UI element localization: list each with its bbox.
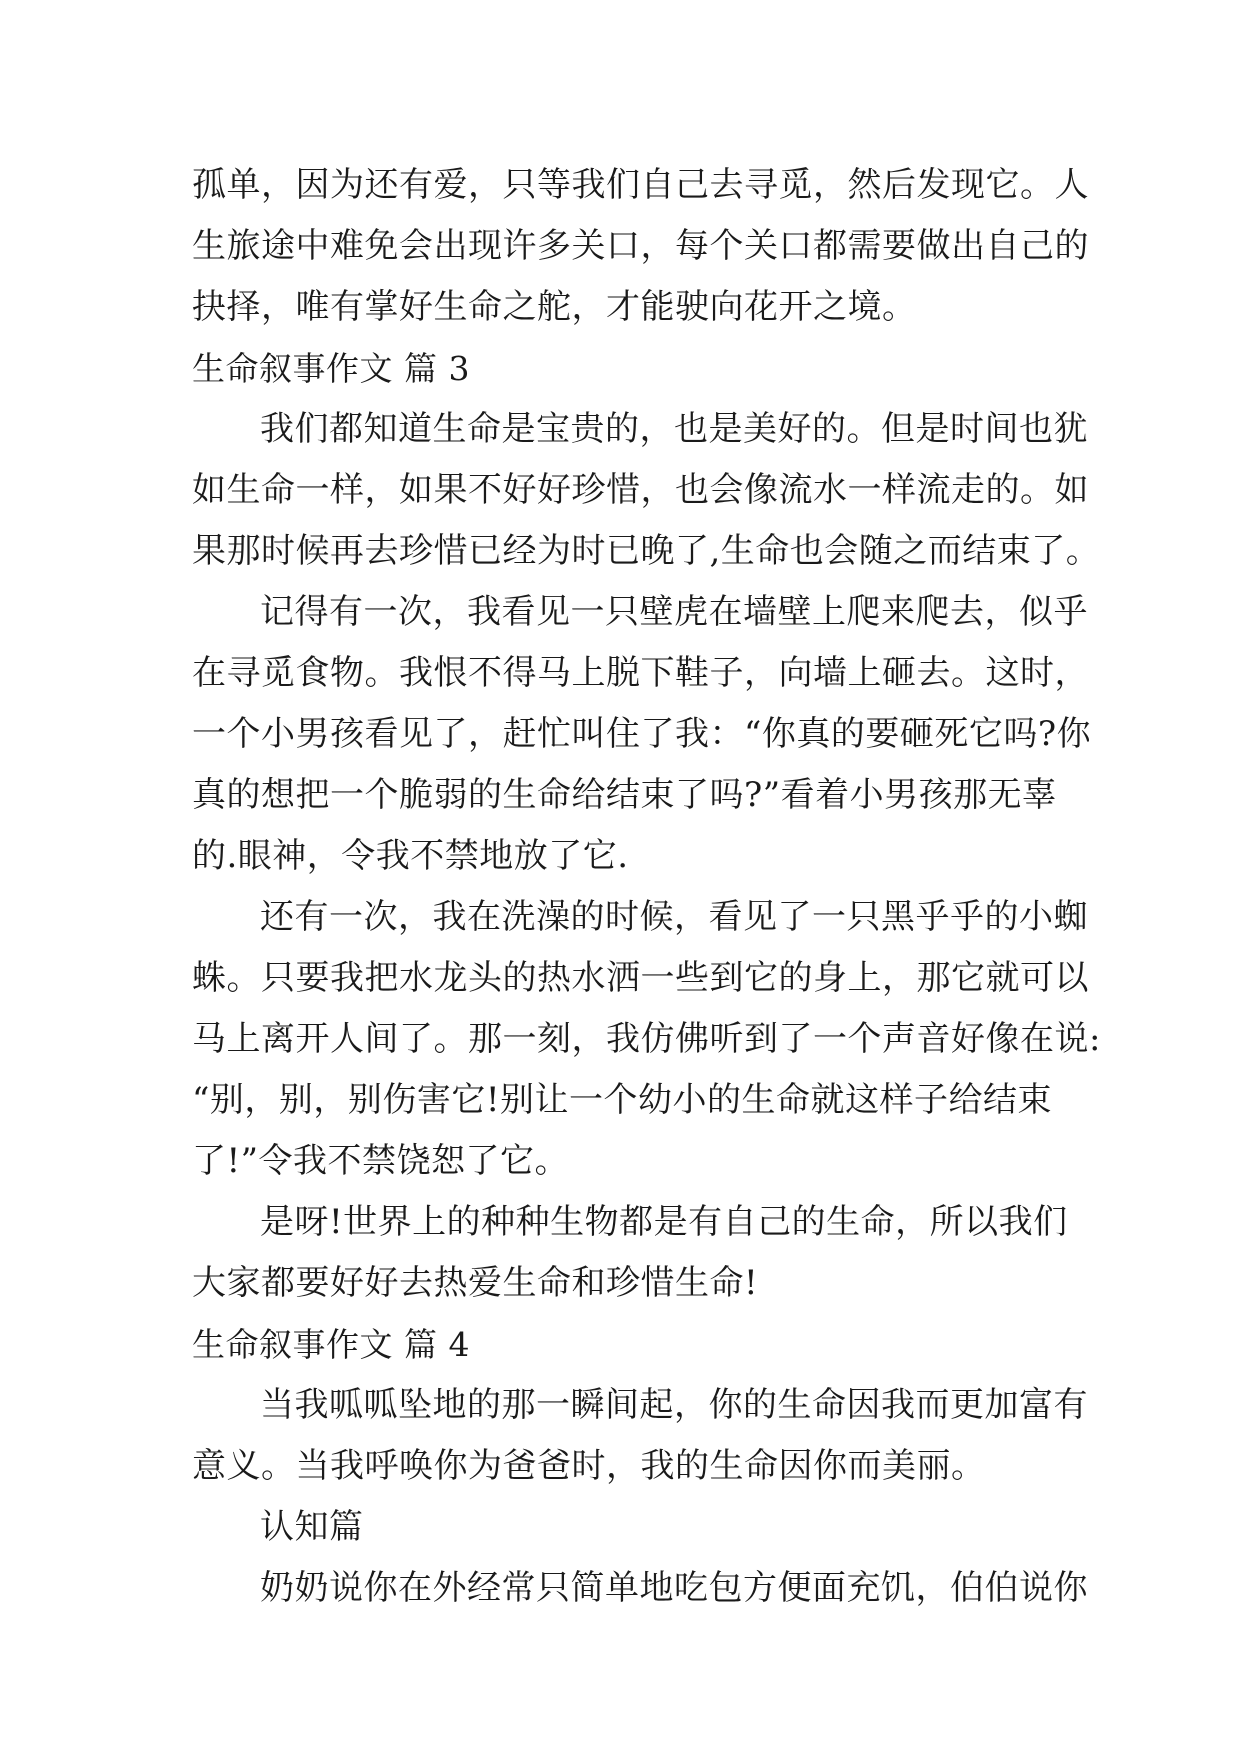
text-line: 奶奶说你在外经常只简单地吃包方便面充饥，伯伯说你 [260,1568,1088,1608]
text-line: 还有一次，我在洗澡的时候，看见了一只黑乎乎的小蜘 [260,897,1088,937]
text-line: 蛛。只要我把水龙头的热水洒一些到它的身上，那它就可以 [192,958,1089,998]
text-line: 一个小男孩看见了，赶忙叫住了我：“你真的要砸死它吗?你 [192,714,1092,754]
text-line: 真的想把一个脆弱的生命给结束了吗?”看着小男孩那无辜 [192,775,1057,815]
text-line: 马上离开人间了。那一刻，我仿佛听到了一个声音好像在说: [192,1019,1101,1059]
text-line: 了!”令我不禁饶恕了它。 [192,1141,570,1181]
text-line: 记得有一次，我看见一只壁虎在墙壁上爬来爬去，似乎 [260,592,1088,632]
text-line: 在寻觅食物。我恨不得马上脱下鞋子，向墙上砸去。这时， [192,653,1089,693]
text-line: 如生命一样，如果不好好珍惜，也会像流水一样流走的。如 [192,470,1089,510]
text-line: 当我呱呱坠地的那一瞬间起，你的生命因我而更加富有 [260,1385,1088,1425]
text-line: 生旅途中难免会出现许多关口，每个关口都需要做出自己的 [192,226,1089,266]
section-heading: 生命叙事作文 篇 3 [192,349,470,388]
section-heading: 生命叙事作文 篇 4 [192,1325,470,1364]
text-line: 大家都要好好去热爱生命和珍惜生命! [192,1263,759,1303]
document-page [192,155,1101,1619]
text-line: “别，别，别伤害它!别让一个幼小的生命就这样子给结束 [192,1080,1053,1120]
text-line: 孤单，因为还有爱，只等我们自己去寻觅，然后发现它。人 [192,165,1089,205]
text-line: 的.眼神，令我不禁地放了它. [192,836,629,876]
text-line: 是呀!世界上的种种生物都是有自己的生命，所以我们 [260,1202,1068,1242]
text-line: 我们都知道生命是宝贵的，也是美好的。但是时间也犹 [260,409,1088,449]
text-line: 意义。当我呼唤你为爸爸时，我的生命因你而美丽。 [192,1446,986,1486]
text-line: 抉择，唯有掌好生命之舵，才能驶向花开之境。 [192,287,917,327]
text-line: 认知篇 [260,1507,364,1547]
text-line: 果那时候再去珍惜已经为时已晚了,生命也会随之而结束了。 [192,531,1101,571]
